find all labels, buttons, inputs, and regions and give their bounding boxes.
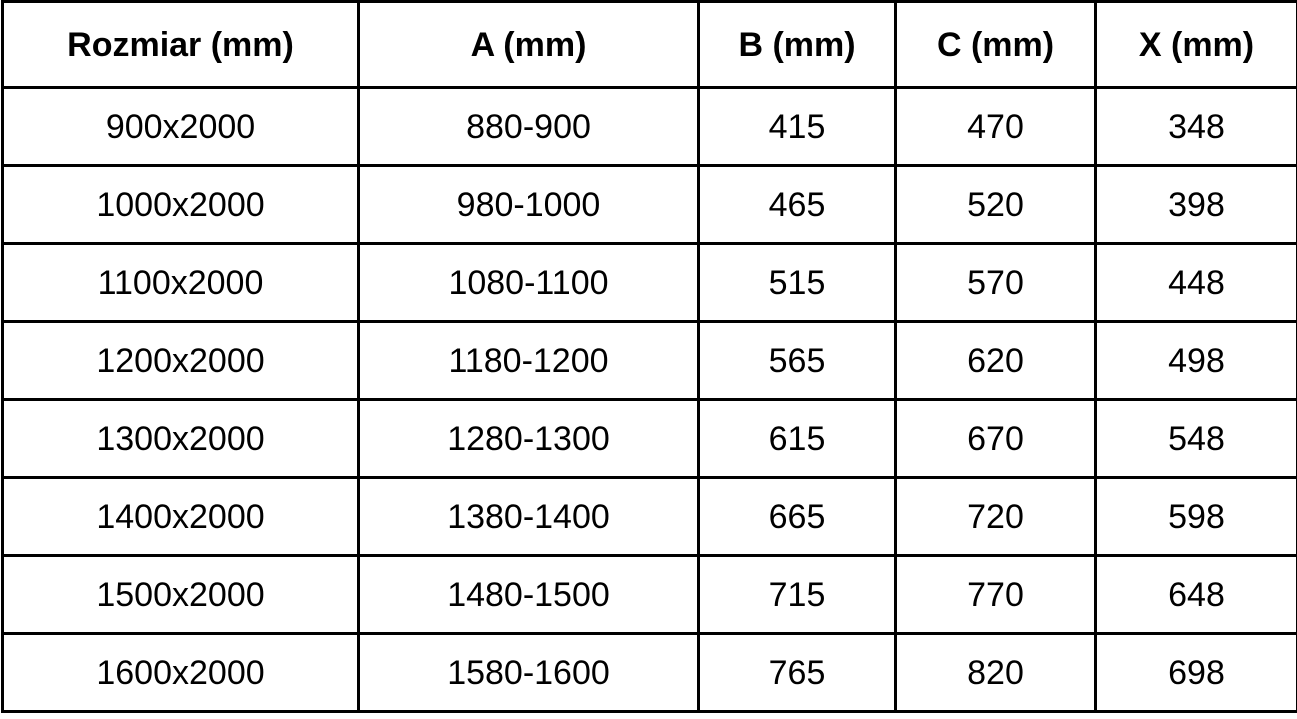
cell-c: 570 <box>896 244 1096 322</box>
cell-a: 980-1000 <box>359 166 699 244</box>
table-row <box>3 322 1297 400</box>
cell-c: 470 <box>896 88 1096 166</box>
cell-b: 765 <box>699 634 896 712</box>
table-row <box>3 244 1297 322</box>
cell-rozmiar: 900x2000 <box>3 88 359 166</box>
table-row <box>3 166 1297 244</box>
cell-a: 1480-1500 <box>359 556 699 634</box>
table-row <box>3 400 1297 478</box>
cell-rozmiar: 1400x2000 <box>3 478 359 556</box>
table-row <box>3 634 1297 712</box>
cell-rozmiar: 1100x2000 <box>3 244 359 322</box>
cell-x: 648 <box>1096 556 1297 634</box>
cell-b: 415 <box>699 88 896 166</box>
cell-c: 620 <box>896 322 1096 400</box>
cell-c: 670 <box>896 400 1096 478</box>
table-row <box>3 556 1297 634</box>
cell-x: 398 <box>1096 166 1297 244</box>
cell-a: 880-900 <box>359 88 699 166</box>
cell-c: 720 <box>896 478 1096 556</box>
cell-x: 348 <box>1096 88 1297 166</box>
cell-x: 698 <box>1096 634 1297 712</box>
table-row <box>3 478 1297 556</box>
cell-b: 715 <box>699 556 896 634</box>
cell-a: 1180-1200 <box>359 322 699 400</box>
cell-c: 820 <box>896 634 1096 712</box>
cell-a: 1380-1400 <box>359 478 699 556</box>
cell-b: 565 <box>699 322 896 400</box>
header-row <box>3 2 1297 88</box>
cell-x: 598 <box>1096 478 1297 556</box>
cell-b: 515 <box>699 244 896 322</box>
cell-rozmiar: 1000x2000 <box>3 166 359 244</box>
column-header-c: C (mm) <box>896 2 1096 88</box>
cell-c: 770 <box>896 556 1096 634</box>
column-header-x: X (mm) <box>1096 2 1297 88</box>
cell-b: 465 <box>699 166 896 244</box>
cell-b: 615 <box>699 400 896 478</box>
table-row <box>3 88 1297 166</box>
cell-x: 498 <box>1096 322 1297 400</box>
column-header-rozmiar: Rozmiar (mm) <box>3 2 359 88</box>
column-header-a: A (mm) <box>359 2 699 88</box>
cell-c: 520 <box>896 166 1096 244</box>
cell-rozmiar: 1300x2000 <box>3 400 359 478</box>
column-header-b: B (mm) <box>699 2 896 88</box>
dimensions-table <box>1 0 1297 713</box>
cell-rozmiar: 1200x2000 <box>3 322 359 400</box>
cell-a: 1280-1300 <box>359 400 699 478</box>
cell-a: 1080-1100 <box>359 244 699 322</box>
cell-x: 448 <box>1096 244 1297 322</box>
cell-b: 665 <box>699 478 896 556</box>
cell-x: 548 <box>1096 400 1297 478</box>
cell-a: 1580-1600 <box>359 634 699 712</box>
cell-rozmiar: 1600x2000 <box>3 634 359 712</box>
cell-rozmiar: 1500x2000 <box>3 556 359 634</box>
